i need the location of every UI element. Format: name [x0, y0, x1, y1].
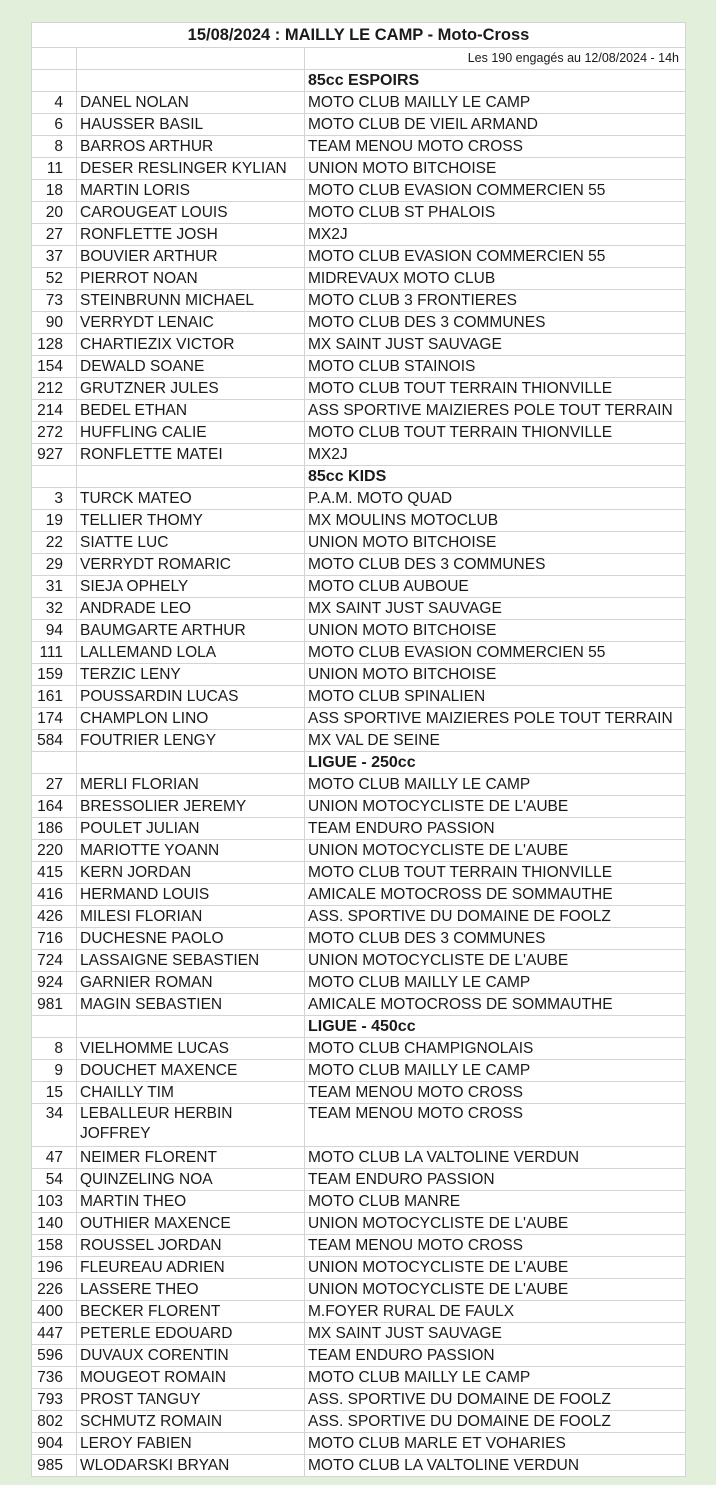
entry-row [32, 1367, 686, 1389]
rider-name: RONFLETTE JOSH [77, 224, 305, 246]
rider-name: MARTIN LORIS [77, 180, 305, 202]
rider-club: MX MOULINS MOTOCLUB [305, 510, 686, 532]
rider-name: VERRYDT LENAIC [77, 312, 305, 334]
entry-row [32, 884, 686, 906]
entry-row [32, 1257, 686, 1279]
rider-club: MOTO CLUB MAILLY LE CAMP [305, 1367, 686, 1389]
rider-name: MARTIN THEO [77, 1191, 305, 1213]
rider-club: MOTO CLUB DES 3 COMMUNES [305, 554, 686, 576]
entry-row [32, 1104, 686, 1147]
entry-row [32, 730, 686, 752]
entry-row [32, 1323, 686, 1345]
rider-club: MX SAINT JUST SAUVAGE [305, 1323, 686, 1345]
entry-row [32, 576, 686, 598]
rider-number: 4 [32, 92, 77, 114]
rider-club: UNION MOTO BITCHOISE [305, 620, 686, 642]
rider-name: ANDRADE LEO [77, 598, 305, 620]
rider-club: MOTO CLUB MARLE ET VOHARIES [305, 1433, 686, 1455]
rider-name: BEDEL ETHAN [77, 400, 305, 422]
rider-name: DOUCHET MAXENCE [77, 1060, 305, 1082]
rider-number: 6 [32, 114, 77, 136]
rider-name: RONFLETTE MATEI [77, 444, 305, 466]
entry-row [32, 92, 686, 114]
rider-club: UNION MOTOCYCLISTE DE L'AUBE [305, 1257, 686, 1279]
rider-name: PROST TANGUY [77, 1389, 305, 1411]
rider-number: 272 [32, 422, 77, 444]
rider-number: 400 [32, 1301, 77, 1323]
rider-club: MOTO CLUB 3 FRONTIERES [305, 290, 686, 312]
entry-row [32, 378, 686, 400]
entry-row [32, 598, 686, 620]
rider-number: 220 [32, 840, 77, 862]
rider-number: 27 [32, 774, 77, 796]
rider-name: HUFFLING CALIE [77, 422, 305, 444]
entry-row [32, 136, 686, 158]
entry-row [32, 400, 686, 422]
rider-club: MOTO CLUB DES 3 COMMUNES [305, 312, 686, 334]
rider-number: 426 [32, 906, 77, 928]
empty-cell [32, 70, 77, 92]
entry-row [32, 290, 686, 312]
category-header-row [32, 752, 686, 774]
rider-club: MOTO CLUB EVASION COMMERCIEN 55 [305, 180, 686, 202]
rider-name: LASSERE THEO [77, 1279, 305, 1301]
rider-number: 27 [32, 224, 77, 246]
rider-number: 158 [32, 1235, 77, 1257]
rider-club: MOTO CLUB MAILLY LE CAMP [305, 972, 686, 994]
entry-row [32, 1169, 686, 1191]
rider-name: TURCK MATEO [77, 488, 305, 510]
rider-number: 736 [32, 1367, 77, 1389]
rider-number: 416 [32, 884, 77, 906]
rider-name: FOUTRIER LENGY [77, 730, 305, 752]
rider-name: QUINZELING NOA [77, 1169, 305, 1191]
rider-name: LASSAIGNE SEBASTIEN [77, 950, 305, 972]
entry-row [32, 422, 686, 444]
rider-club: MX SAINT JUST SAUVAGE [305, 598, 686, 620]
rider-club: TEAM MENOU MOTO CROSS [305, 1104, 686, 1147]
rider-number: 15 [32, 1082, 77, 1104]
rider-number: 140 [32, 1213, 77, 1235]
rider-number: 174 [32, 708, 77, 730]
entry-row [32, 994, 686, 1016]
entry-row [32, 510, 686, 532]
rider-number: 793 [32, 1389, 77, 1411]
entry-row [32, 1455, 686, 1477]
rider-number: 904 [32, 1433, 77, 1455]
entry-row [32, 1301, 686, 1323]
rider-name: LALLEMAND LOLA [77, 642, 305, 664]
entry-row [32, 246, 686, 268]
entry-row [32, 334, 686, 356]
rider-club: AMICALE MOTOCROSS DE SOMMAUTHE [305, 994, 686, 1016]
rider-name: BRESSOLIER JEREMY [77, 796, 305, 818]
entry-row [32, 1235, 686, 1257]
rider-number: 52 [32, 268, 77, 290]
rider-number: 54 [32, 1169, 77, 1191]
rider-number: 103 [32, 1191, 77, 1213]
empty-cell [77, 1016, 305, 1038]
rider-name: CAROUGEAT LOUIS [77, 202, 305, 224]
rider-name: HAUSSER BASIL [77, 114, 305, 136]
title-row [32, 23, 686, 48]
rider-number: 18 [32, 180, 77, 202]
rider-name: CHAMPLON LINO [77, 708, 305, 730]
empty-cell [32, 1016, 77, 1038]
rider-name: OUTHIER MAXENCE [77, 1213, 305, 1235]
rider-number: 584 [32, 730, 77, 752]
rider-club: ASS SPORTIVE MAIZIERES POLE TOUT TERRAIN [305, 708, 686, 730]
empty-cell [77, 466, 305, 488]
rider-club: MOTO CLUB DE VIEIL ARMAND [305, 114, 686, 136]
rider-name: PIERROT NOAN [77, 268, 305, 290]
rider-name: MARIOTTE YOANN [77, 840, 305, 862]
rider-number: 154 [32, 356, 77, 378]
rider-club: MOTO CLUB TOUT TERRAIN THIONVILLE [305, 422, 686, 444]
rider-number: 164 [32, 796, 77, 818]
empty-cell [32, 752, 77, 774]
entry-row [32, 664, 686, 686]
rider-number: 20 [32, 202, 77, 224]
entry-row [32, 972, 686, 994]
entry-row [32, 1389, 686, 1411]
rider-club: ASS. SPORTIVE DU DOMAINE DE FOOLZ [305, 1389, 686, 1411]
rider-name: GARNIER ROMAN [77, 972, 305, 994]
rider-club: MX SAINT JUST SAUVAGE [305, 334, 686, 356]
entry-row [32, 268, 686, 290]
rider-name: VERRYDT ROMARIC [77, 554, 305, 576]
rider-name: MOUGEOT ROMAIN [77, 1367, 305, 1389]
empty-cell [77, 48, 305, 70]
entry-count-note: Les 190 engagés au 12/08/2024 - 14h [305, 48, 686, 70]
rider-club: UNION MOTO BITCHOISE [305, 664, 686, 686]
rider-name: CHAILLY TIM [77, 1082, 305, 1104]
entry-row [32, 554, 686, 576]
rider-number: 981 [32, 994, 77, 1016]
rider-club: P.A.M. MOTO QUAD [305, 488, 686, 510]
rider-club: MOTO CLUB MAILLY LE CAMP [305, 774, 686, 796]
rider-number: 47 [32, 1147, 77, 1169]
rider-number: 128 [32, 334, 77, 356]
subtitle-row [32, 48, 686, 70]
rider-number: 447 [32, 1323, 77, 1345]
rider-name: BOUVIER ARTHUR [77, 246, 305, 268]
rider-number: 186 [32, 818, 77, 840]
rider-club: MOTO CLUB MAILLY LE CAMP [305, 92, 686, 114]
rider-club: MX2J [305, 224, 686, 246]
page-title: 15/08/2024 : MAILLY LE CAMP - Moto-Cross [32, 23, 686, 48]
entry-row [32, 1279, 686, 1301]
rider-name: DESER RESLINGER KYLIAN [77, 158, 305, 180]
rider-name: SIATTE LUC [77, 532, 305, 554]
entry-row [32, 356, 686, 378]
rider-club: MX VAL DE SEINE [305, 730, 686, 752]
rider-club: M.FOYER RURAL DE FAULX [305, 1301, 686, 1323]
rider-number: 111 [32, 642, 77, 664]
entry-row [32, 180, 686, 202]
rider-name: PETERLE EDOUARD [77, 1323, 305, 1345]
rider-club: UNION MOTOCYCLISTE DE L'AUBE [305, 840, 686, 862]
rider-name: MERLI FLORIAN [77, 774, 305, 796]
rider-name: POUSSARDIN LUCAS [77, 686, 305, 708]
rider-club: UNION MOTO BITCHOISE [305, 158, 686, 180]
rider-number: 31 [32, 576, 77, 598]
rider-number: 29 [32, 554, 77, 576]
rider-name: BARROS ARTHUR [77, 136, 305, 158]
rider-club: MOTO CLUB LA VALTOLINE VERDUN [305, 1455, 686, 1477]
rider-number: 34 [32, 1104, 77, 1147]
rider-name: STEINBRUNN MICHAEL [77, 290, 305, 312]
rider-name: ROUSSEL JORDAN [77, 1235, 305, 1257]
rider-number: 196 [32, 1257, 77, 1279]
rider-name: KERN JORDAN [77, 862, 305, 884]
entry-row [32, 1433, 686, 1455]
rider-name: BECKER FLORENT [77, 1301, 305, 1323]
rider-name: MILESI FLORIAN [77, 906, 305, 928]
rider-name: FLEUREAU ADRIEN [77, 1257, 305, 1279]
entry-row [32, 202, 686, 224]
entry-row [32, 620, 686, 642]
rider-club: UNION MOTOCYCLISTE DE L'AUBE [305, 1213, 686, 1235]
rider-club: ASS SPORTIVE MAIZIERES POLE TOUT TERRAIN [305, 400, 686, 422]
rider-number: 90 [32, 312, 77, 334]
rider-club: MOTO CLUB AUBOUE [305, 576, 686, 598]
rider-club: ASS. SPORTIVE DU DOMAINE DE FOOLZ [305, 906, 686, 928]
rider-number: 19 [32, 510, 77, 532]
rider-name: DUVAUX CORENTIN [77, 1345, 305, 1367]
rider-number: 985 [32, 1455, 77, 1477]
rider-club: MOTO CLUB CHAMPIGNOLAIS [305, 1038, 686, 1060]
rider-club: MOTO CLUB DES 3 COMMUNES [305, 928, 686, 950]
rider-club: UNION MOTOCYCLISTE DE L'AUBE [305, 796, 686, 818]
rider-club: MOTO CLUB TOUT TERRAIN THIONVILLE [305, 862, 686, 884]
entry-row [32, 1060, 686, 1082]
empty-cell [32, 48, 77, 70]
rider-club: MOTO CLUB EVASION COMMERCIEN 55 [305, 246, 686, 268]
rider-club: UNION MOTO BITCHOISE [305, 532, 686, 554]
category-title: LIGUE - 250cc [305, 752, 686, 774]
rider-name: TELLIER THOMY [77, 510, 305, 532]
rider-number: 73 [32, 290, 77, 312]
category-header-row [32, 466, 686, 488]
rider-name: CHARTIEZIX VICTOR [77, 334, 305, 356]
entry-list-table [31, 22, 686, 1477]
category-header-row [32, 70, 686, 92]
entry-row [32, 1345, 686, 1367]
rider-name: DEWALD SOANE [77, 356, 305, 378]
rider-club: TEAM MENOU MOTO CROSS [305, 1082, 686, 1104]
rider-number: 9 [32, 1060, 77, 1082]
rider-number: 802 [32, 1411, 77, 1433]
rider-name: LEBALLEUR HERBIN JOFFREY [77, 1104, 305, 1147]
rider-number: 596 [32, 1345, 77, 1367]
rider-number: 716 [32, 928, 77, 950]
entry-row [32, 1411, 686, 1433]
rider-number: 161 [32, 686, 77, 708]
rider-club: MIDREVAUX MOTO CLUB [305, 268, 686, 290]
rider-number: 94 [32, 620, 77, 642]
rider-number: 3 [32, 488, 77, 510]
entry-row [32, 158, 686, 180]
rider-club: MX2J [305, 444, 686, 466]
entry-row [32, 1082, 686, 1104]
entry-row [32, 708, 686, 730]
rider-number: 22 [32, 532, 77, 554]
rider-number: 927 [32, 444, 77, 466]
rider-number: 924 [32, 972, 77, 994]
category-title: LIGUE - 450cc [305, 1016, 686, 1038]
rider-name: SCHMUTZ ROMAIN [77, 1411, 305, 1433]
rider-number: 32 [32, 598, 77, 620]
rider-club: AMICALE MOTOCROSS DE SOMMAUTHE [305, 884, 686, 906]
entry-row [32, 906, 686, 928]
rider-name: HERMAND LOUIS [77, 884, 305, 906]
entry-row [32, 796, 686, 818]
rider-number: 212 [32, 378, 77, 400]
entry-row [32, 1191, 686, 1213]
entry-row [32, 1147, 686, 1169]
rider-name: WLODARSKI BRYAN [77, 1455, 305, 1477]
rider-club: MOTO CLUB LA VALTOLINE VERDUN [305, 1147, 686, 1169]
entry-row [32, 1213, 686, 1235]
entry-row [32, 312, 686, 334]
rider-name: MAGIN SEBASTIEN [77, 994, 305, 1016]
rider-number: 214 [32, 400, 77, 422]
rider-number: 724 [32, 950, 77, 972]
entry-row [32, 114, 686, 136]
rider-number: 11 [32, 158, 77, 180]
empty-cell [77, 70, 305, 92]
rider-number: 159 [32, 664, 77, 686]
rider-club: ASS. SPORTIVE DU DOMAINE DE FOOLZ [305, 1411, 686, 1433]
empty-cell [32, 466, 77, 488]
rider-club: MOTO CLUB MANRE [305, 1191, 686, 1213]
rider-number: 226 [32, 1279, 77, 1301]
rider-club: UNION MOTOCYCLISTE DE L'AUBE [305, 1279, 686, 1301]
rider-club: TEAM ENDURO PASSION [305, 818, 686, 840]
entry-row [32, 642, 686, 664]
rider-name: DANEL NOLAN [77, 92, 305, 114]
rider-name: POULET JULIAN [77, 818, 305, 840]
rider-club: UNION MOTOCYCLISTE DE L'AUBE [305, 950, 686, 972]
rider-club: MOTO CLUB TOUT TERRAIN THIONVILLE [305, 378, 686, 400]
rider-name: GRUTZNER JULES [77, 378, 305, 400]
rider-club: MOTO CLUB EVASION COMMERCIEN 55 [305, 642, 686, 664]
entry-row [32, 818, 686, 840]
rider-number: 8 [32, 1038, 77, 1060]
entry-row [32, 928, 686, 950]
rider-club: MOTO CLUB SPINALIEN [305, 686, 686, 708]
rider-club: TEAM ENDURO PASSION [305, 1169, 686, 1191]
rider-club: MOTO CLUB ST PHALOIS [305, 202, 686, 224]
rider-club: MOTO CLUB MAILLY LE CAMP [305, 1060, 686, 1082]
rider-name: NEIMER FLORENT [77, 1147, 305, 1169]
rider-club: TEAM ENDURO PASSION [305, 1345, 686, 1367]
rider-number: 8 [32, 136, 77, 158]
rider-number: 37 [32, 246, 77, 268]
rider-name: LEROY FABIEN [77, 1433, 305, 1455]
rider-number: 415 [32, 862, 77, 884]
rider-club: TEAM MENOU MOTO CROSS [305, 1235, 686, 1257]
empty-cell [77, 752, 305, 774]
rider-club: MOTO CLUB STAINOIS [305, 356, 686, 378]
entry-row [32, 444, 686, 466]
entry-row [32, 774, 686, 796]
entry-row [32, 488, 686, 510]
entry-row [32, 532, 686, 554]
category-header-row [32, 1016, 686, 1038]
entry-row [32, 950, 686, 972]
category-title: 85cc ESPOIRS [305, 70, 686, 92]
rider-club: TEAM MENOU MOTO CROSS [305, 136, 686, 158]
rider-name: VIELHOMME LUCAS [77, 1038, 305, 1060]
entry-row [32, 840, 686, 862]
rider-name: BAUMGARTE ARTHUR [77, 620, 305, 642]
rider-name: DUCHESNE PAOLO [77, 928, 305, 950]
rider-name: TERZIC LENY [77, 664, 305, 686]
entry-list-sheet [31, 22, 685, 1477]
entry-row [32, 224, 686, 246]
entry-row [32, 1038, 686, 1060]
category-title: 85cc KIDS [305, 466, 686, 488]
entry-row [32, 862, 686, 884]
entry-row [32, 686, 686, 708]
rider-name: SIEJA OPHELY [77, 576, 305, 598]
